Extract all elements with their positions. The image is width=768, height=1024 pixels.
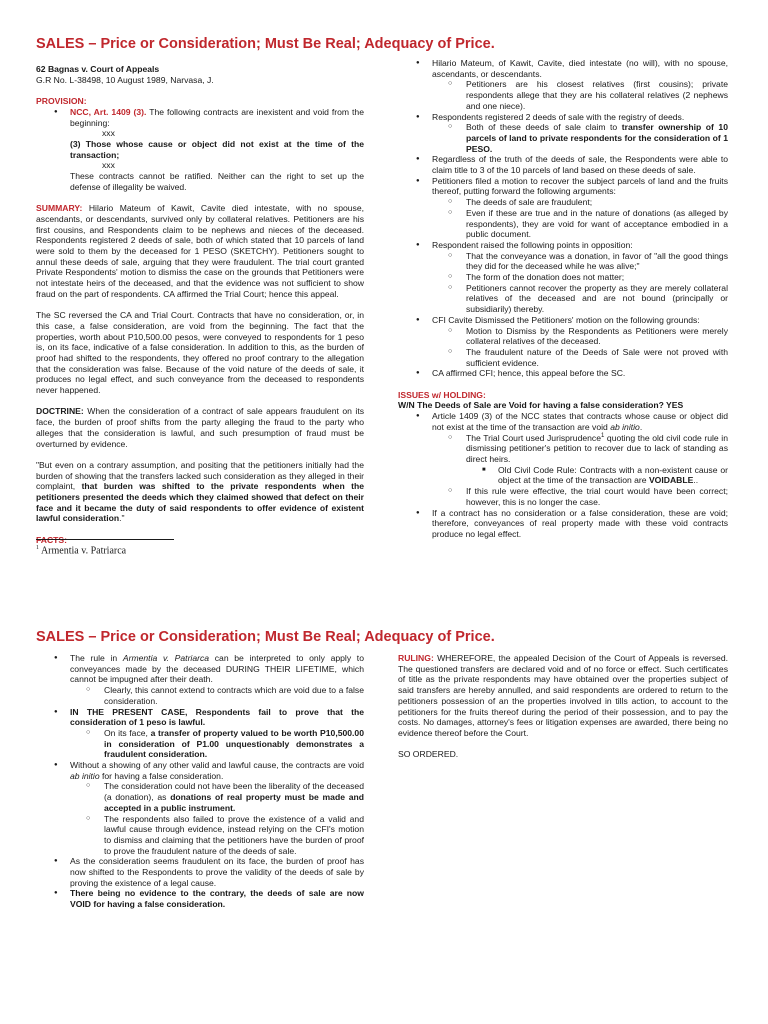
facts-list [398, 58, 728, 379]
issue-bold: VOIDABLE [648, 475, 694, 486]
holding-italic: Armentia v. Patriarca [122, 653, 210, 663]
holding-text: Clearly, this cannot extend to contracts which are void due to a false consideration. [104, 685, 364, 706]
fact-text: The fraudulent nature of the Deeds of Sale were not proved with sufficient evidence. [466, 346, 728, 368]
fact-text: The form of the donation does not matter; [466, 272, 625, 283]
summary-paragraph [36, 203, 364, 299]
holding-italic: ab initio [70, 770, 100, 781]
right-column [398, 58, 728, 540]
quote-bold: that burden was shifted to the private respondents when the petitioners presented the deeds which they claimed showed that defect on their face and it became the duty of said respondents to offer evidence of existent lawful consideration [36, 481, 364, 524]
fact-text: Both of these deeds of sale claim to [466, 122, 622, 133]
provision-note: These contracts cannot be ratified. Neither can the right to set up the defense of illegality be waived. [70, 171, 364, 192]
fact-text: Even if these are true and in the nature of donations (as alleged by respondents), they are void for want of acceptance embodied in a public document. [466, 207, 728, 240]
holding-bold: donations of real property must be made and accepted in a public instrument. [104, 792, 364, 813]
summary-label: SUMMARY: [36, 203, 83, 214]
doctrine-text: When the consideration of a contract of sale appears fraudulent on its face, the burden of proof shifts from the party alleging the fraud to the party who alleges that the consideration is lawful, and such presumption of fraud must be overturned by evidence. [36, 406, 364, 449]
left-column [36, 653, 364, 910]
holding-text: can be interpreted to only apply to conveyances made by the deceased DURING THEIR LIFETIME, which cannot be impugned after their death. [70, 653, 364, 685]
issues-list [398, 411, 728, 539]
issue-item [398, 411, 728, 507]
fact-text: Motion to Dismiss by the Respondents as Petitioners were merely collateral relatives of the deceased. [466, 325, 728, 347]
summary-text: Hilario Mateum of Kawit, Cavite died intestate, with no spouse, ascendants, or descendants, survived only by collateral relatives. Petitioners are his first cousins, and Respondents claim to be nephews and nieces of the deceased. Respondents registered 2 deeds of sale, both of which stated that 10 parcels of land were sold to them by the deceased for 1 PESO (SKETCHY). Petitioners sought to annul these deeds of sale, arguing that they were fraudulent. The trial court granted Private Respondents' motion to dismiss the case on the grounds that Petitioners were not intestate heirs of the deceased, and that the evidence was not sufficient to show fraud on the part of respondents. CA affirmed the Trial Court; hence this appeal. [36, 203, 364, 299]
page-2 [0, 580, 768, 1024]
provision-clause: (3) Those whose cause or object did not exist at the time of the transaction; [70, 138, 364, 160]
ruling-label: RULING: [398, 653, 434, 663]
holding-bold: There being no evidence to the contrary, the deeds of sale are now VOID for having a false consideration. [70, 888, 364, 910]
fact-subitem [432, 347, 728, 368]
issue-text: Old Civil Code Rule: Contracts with a non-existent cause or object at the time of the transaction are [498, 464, 728, 486]
issue-subsubitem [466, 465, 728, 486]
fact-subitem [432, 251, 728, 272]
footnote [36, 545, 126, 556]
quote-text: "But even on a contrary assumption, and positing that the petitioners initially had the burden of showing that the transfers lacked such consideration as they alleged in their complaint, [36, 459, 364, 492]
fact-item [398, 176, 728, 240]
footnote-ref: 1 [601, 432, 605, 439]
issue-text: Article 1409 (3) of the NCC states that contracts whose cause or object did not exist at the time of the transaction are void [432, 411, 728, 432]
issue-text: If a contract has no consideration or a false consideration, these are void; therefore, conveyances of real property made with these void contracts produce no legal effect. [432, 507, 728, 539]
issue-subitem [432, 486, 728, 507]
fact-subitem [432, 208, 728, 240]
footnote-divider [36, 539, 174, 540]
right-column [398, 653, 728, 760]
provision-list [36, 107, 364, 128]
quote-paragraph [36, 460, 364, 524]
quote-end: ." [119, 513, 125, 524]
doctrine-label: DOCTRINE: [36, 406, 84, 417]
provision-ellipsis-2: xxx [102, 160, 115, 171]
doctrine-paragraph [36, 406, 364, 449]
holding-subitem [70, 814, 364, 857]
holding-subitem [70, 781, 364, 813]
holding-text: Without a showing of any other valid and lawful cause, the contracts are void [70, 760, 364, 771]
holding-item [36, 760, 364, 856]
issue-text: The Trial Court used Jurisprudence [466, 432, 601, 443]
issue-text: . [639, 421, 643, 432]
fact-subitem [432, 283, 728, 315]
case-citation: G.R No. L-38498, 10 August 1989, Narvasa, J. [36, 74, 214, 85]
so-ordered: SO ORDERED. [398, 749, 459, 760]
fact-text: Regardless of the truth of the deeds of sale, the Respondents were able to claim title to 3 of the 10 parcels of land based on these deeds of sale. [432, 154, 728, 176]
fact-bold: transfer ownership of 10 parcels of land to private respondents for the consideration of 1 PESO. [466, 122, 728, 154]
issue-item [398, 508, 728, 540]
fact-text: CA affirmed CFI; hence, this appeal before the SC. [432, 368, 626, 379]
issue-text: If this rule were effective, the trial court would have been correct; however, this is no longer the case. [466, 486, 728, 507]
provision-article: NCC, Art. 1409 (3). [70, 106, 147, 117]
holding-text: for having a false consideration. [99, 770, 224, 781]
holding-item [36, 856, 364, 888]
issue-italic: ab initio [610, 421, 640, 432]
fact-item [398, 112, 728, 155]
provision-text: The following contracts are inexistent and void from the beginning: [70, 106, 364, 128]
facts-label: FACTS: [36, 534, 68, 545]
ruling-text: WHEREFORE, the appealed Decision of the Court of Appeals is reversed. The questioned transfers are declared void and of no force or effect. Such certificates of title as the private respondents may have obtained over the properties subject of said transfers are hereby annulled, and said respondents are ordered to return to the petitioners possession of an the properties involved in tills action, to account to the petitioners for the fruits thereof during the period of their possession, and to pay the costs. No damages, attorney's fees or litigation expenses are awarded, there being no evidence thereof before the Court. [398, 653, 728, 738]
holding-subitem [70, 728, 364, 760]
issues-label: ISSUES w/ HOLDING: [398, 389, 486, 400]
fact-text: Petitioners filed a motion to recover the subject parcels of land and the fruits thereof, putting forward the following arguments: [432, 175, 728, 197]
holding-text: The consideration could not have been the liberality of the deceased (a donation), as [104, 781, 364, 803]
fact-subitem [432, 197, 728, 208]
fact-text: The deeds of sale are fraudulent; [466, 197, 593, 208]
fact-subitem [432, 122, 728, 154]
fact-item [398, 240, 728, 315]
fact-item [398, 154, 728, 175]
provision-ellipsis: xxx [102, 128, 115, 139]
holding-bold: a transfer of property valued to be worth P10,500.00 in consideration of P1.00 unquestionably demonstrates a fraudulent consideration. [104, 727, 364, 760]
issue-text: .. [693, 475, 699, 486]
fact-subitem [432, 272, 728, 283]
holding-bold: IN THE PRESENT CASE, Respondents fail to prove that the consideration of 1 peso is lawful. [70, 706, 364, 728]
provision-label: PROVISION: [36, 96, 87, 107]
case-title: 62 Bagnas v. Court of Appeals [36, 64, 160, 74]
fact-subitem [432, 326, 728, 347]
fact-subitem [432, 79, 728, 111]
holding-item [36, 888, 364, 909]
fact-text: Petitioners cannot recover the property as they are merely collateral relatives of the deceased and are not bound (principally or subsidiarily) thereby. [466, 282, 728, 315]
provision-item [36, 107, 364, 128]
fact-text: Respondents registered 2 deeds of sale with the registry of deeds. [432, 111, 685, 122]
issue-question: W/N The Deeds of Sale are Void for having a false consideration? YES [398, 400, 684, 411]
fact-text: That the conveyance was a donation, in favor of "all the good things they did for the deceased while he was alive;" [466, 250, 728, 272]
page-title: SALES – Price or Consideration; Must Be Real; Adequacy of Price. [36, 629, 495, 645]
holding-list [36, 653, 364, 910]
holding-subitem [70, 685, 364, 706]
left-column [36, 64, 364, 546]
fact-text: Hilario Mateum, of Kawit, Cavite, died intestate (no will), with no spouse, ascendants, or descendants. [432, 58, 728, 79]
holding-text: As the consideration seems fraudulent on its face, the burden of proof has now shifted to the Respondents to prove the validity of the deeds of sale by proving the existence of a legal cause. [70, 856, 364, 888]
fact-item [398, 315, 728, 369]
ruling-paragraph [398, 653, 728, 739]
issue-subitem [432, 433, 728, 487]
page-title: SALES – Price or Consideration; Must Be Real; Adequacy of Price. [36, 36, 495, 52]
holding-item [36, 653, 364, 707]
fact-text: Petitioners are his closest relatives (first cousins); private respondents allege that they are his collateral relatives (2 nephews and one niece). [466, 79, 728, 111]
footnote-mark: 1 [36, 545, 39, 551]
fact-item [398, 58, 728, 112]
fact-item [398, 368, 728, 379]
issue-text: quoting the old civil code rule in dismissing petitioner's petition to recover due to lack of standing as direct heirs. [466, 432, 728, 464]
holding-item [36, 707, 364, 761]
holding-text: On its face, [104, 727, 151, 738]
fact-text: Respondent raised the following points in opposition: [432, 239, 633, 250]
footnote-text: Armentia v. Patriarca [40, 545, 127, 557]
holding-text: The rule in [70, 653, 123, 663]
fact-text: CFI Cavite Dismissed the Petitioners' motion on the following grounds: [432, 314, 700, 325]
holding-text: The respondents also failed to prove the existence of a valid and lawful cause through evidence, instead relying on the CFI's motion to dismiss and claiming that the petitioners have the burden of proof to prove the fraudulent nature of the deeds of sale. [104, 813, 364, 856]
sc-paragraph: The SC reversed the CA and Trial Court. Contracts that have no consideration, or, in this case, a false consideration, are void from the beginning. The fact that the properties, worth about P10,500.00 pesos, were conveyed to respondents for 1 peso is, on its face, indicative of a false consideration. In addition to this, as the burden of proof had shifted to the respondents, they offered no proof contrary to the allegation that the consideration was false. Because of the void nature of the deeds of sale, it produces no legal effect, and such conveyance from the deceased to respondents never happened. [36, 310, 364, 396]
